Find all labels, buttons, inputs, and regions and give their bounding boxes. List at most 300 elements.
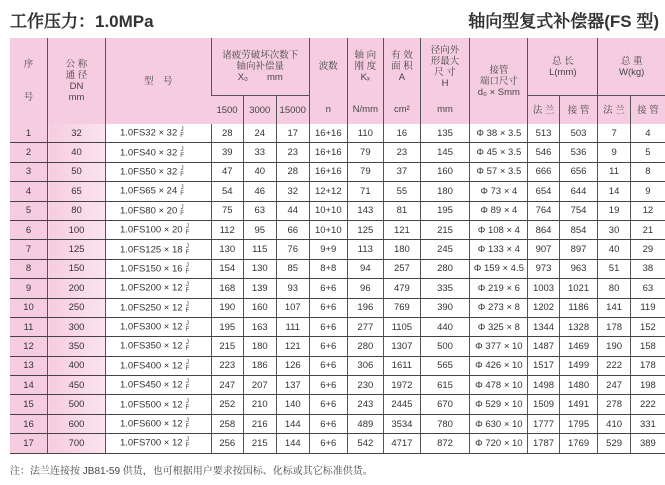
- table-cell: 963: [559, 259, 598, 278]
- connection-type-label: [180, 185, 184, 197]
- table-cell: 6+6: [310, 356, 348, 375]
- header-seq-top: 序: [23, 59, 34, 70]
- table-cell: 121: [276, 337, 310, 356]
- table-cell: 10: [10, 298, 48, 317]
- table-cell: 3534: [384, 414, 421, 433]
- model-text: 1.0FS40 × 32: [119, 147, 178, 159]
- table-cell: [105, 201, 211, 220]
- table-cell: 80: [48, 201, 106, 220]
- f-label: F: [180, 191, 184, 198]
- table-cell: 135: [420, 124, 470, 143]
- table-cell: 145: [420, 143, 470, 162]
- table-cell: 245: [420, 240, 470, 259]
- header-compensation: 诸疲劳破坏次数下 轴向补偿量 X₀ mm: [211, 38, 309, 96]
- model-text: 1.0FS50 × 32: [119, 166, 178, 178]
- table-row: [10, 376, 665, 395]
- table-cell: 54: [211, 182, 243, 201]
- table-row: [10, 434, 665, 453]
- table-cell: 13: [10, 356, 48, 375]
- f-label: F: [180, 171, 184, 178]
- f-label: F: [185, 443, 190, 450]
- table-row: [10, 356, 665, 375]
- table-cell: Φ 108 × 4: [470, 220, 528, 239]
- table-cell: 55: [384, 182, 421, 201]
- table-cell: 76: [276, 240, 310, 259]
- table-cell: 9: [630, 182, 665, 201]
- header-weight-flange: 法 兰: [598, 96, 630, 125]
- table-cell: [105, 376, 211, 395]
- table-cell: [105, 356, 211, 375]
- table-cell: [105, 395, 211, 414]
- table-cell: 15: [10, 395, 48, 414]
- table-cell: 6+6: [310, 395, 348, 414]
- table-cell: 410: [598, 414, 630, 433]
- header-waves: 波数: [310, 38, 348, 96]
- table-cell: 7: [10, 240, 48, 259]
- table-cell: 80: [598, 279, 630, 298]
- table-cell: 9: [598, 143, 630, 162]
- table-cell: 141: [598, 298, 630, 317]
- table-cell: 1795: [559, 414, 598, 433]
- table-cell: 1498: [528, 376, 559, 395]
- table-cell: 16+16: [310, 124, 348, 143]
- table-row: [10, 124, 665, 143]
- f-label: F: [185, 230, 190, 237]
- table-cell: 40: [48, 143, 106, 162]
- table-cell: 600: [48, 414, 106, 433]
- header-dn: 公 称 通 径 DN mm: [48, 38, 106, 124]
- table-cell: 222: [630, 395, 665, 414]
- table-cell: 16: [384, 124, 421, 143]
- table-cell: 654: [528, 182, 559, 201]
- table-cell: 24: [244, 124, 276, 143]
- table-row: [10, 201, 665, 220]
- table-cell: 112: [211, 220, 243, 239]
- j-label: J: [185, 321, 189, 328]
- table-cell: 37: [384, 162, 421, 181]
- header-pipe: 接管 端口尺寸 d₀ × Smm: [470, 38, 528, 124]
- table-cell: 12+12: [310, 182, 348, 201]
- table-cell: 12: [630, 201, 665, 220]
- connection-type-label: [186, 321, 190, 333]
- table-cell: 180: [244, 337, 276, 356]
- table-row: [10, 337, 665, 356]
- model-text: 1.0FS125 × 18: [119, 244, 183, 256]
- table-cell: 256: [211, 434, 243, 453]
- header-stiffness: 轴 向 刚 度 Kₓ: [347, 38, 384, 96]
- table-cell: 71: [347, 182, 384, 201]
- table-cell: 32: [276, 182, 310, 201]
- table-cell: 215: [211, 337, 243, 356]
- table-cell: 656: [559, 162, 598, 181]
- table-cell: 1: [10, 124, 48, 143]
- table-cell: 542: [347, 434, 384, 453]
- table-cell: 1491: [559, 395, 598, 414]
- table-cell: 500: [420, 337, 470, 356]
- table-cell: 529: [598, 434, 630, 453]
- table-cell: 247: [598, 376, 630, 395]
- table-cell: 4717: [384, 434, 421, 453]
- table-cell: 47: [211, 162, 243, 181]
- table-cell: 536: [559, 143, 598, 162]
- f-label: F: [185, 268, 190, 275]
- table-cell: 95: [244, 220, 276, 239]
- table-cell: Φ 57 × 3.5: [470, 162, 528, 181]
- table-row: [10, 143, 665, 162]
- f-label: F: [180, 210, 184, 217]
- table-cell: 79: [347, 162, 384, 181]
- table-cell: 150: [48, 259, 106, 278]
- table-cell: 51: [598, 259, 630, 278]
- connection-type-label: [180, 205, 184, 217]
- header-seq-bottom: 号: [23, 92, 34, 103]
- table-cell: 163: [244, 317, 276, 336]
- table-cell: 754: [559, 201, 598, 220]
- table-cell: Φ 325 × 8: [470, 317, 528, 336]
- table-cell: [105, 317, 211, 336]
- model-text: 1.0FS700 × 12: [119, 437, 183, 449]
- table-cell: 700: [48, 434, 106, 453]
- header-model: 型 号: [105, 38, 211, 124]
- model-text: 1.0FS400 × 12: [119, 360, 183, 372]
- table-cell: 450: [48, 376, 106, 395]
- table-row: [10, 279, 665, 298]
- table-cell: 50: [48, 162, 106, 181]
- table-cell: 350: [48, 337, 106, 356]
- j-label: J: [185, 224, 189, 231]
- table-cell: 864: [528, 220, 559, 239]
- table-cell: 1105: [384, 317, 421, 336]
- j-label: J: [180, 146, 184, 153]
- table-cell: 854: [559, 220, 598, 239]
- table-cell: 278: [598, 395, 630, 414]
- j-label: J: [180, 127, 184, 134]
- table-row: [10, 317, 665, 336]
- table-cell: 143: [347, 201, 384, 220]
- table-cell: Φ 159 × 4.5: [470, 259, 528, 278]
- table-cell: 66: [276, 220, 310, 239]
- table-row: [10, 298, 665, 317]
- f-label: F: [185, 404, 190, 411]
- table-cell: 6+6: [310, 317, 348, 336]
- table-cell: 500: [48, 395, 106, 414]
- table-cell: 513: [528, 124, 559, 143]
- table-cell: 479: [384, 279, 421, 298]
- table-cell: 144: [276, 434, 310, 453]
- table-cell: 11: [10, 317, 48, 336]
- table-cell: 6+6: [310, 414, 348, 433]
- header-h-unit: mm: [420, 96, 470, 125]
- model-text: 1.0FS80 × 20: [119, 205, 178, 217]
- model-text: 1.0FS350 × 12: [119, 341, 183, 352]
- j-label: J: [185, 243, 189, 250]
- table-cell: 223: [211, 356, 243, 375]
- f-label: F: [185, 346, 190, 353]
- header-length: 总 长 L(mm): [528, 38, 598, 96]
- table-cell: [105, 143, 211, 162]
- connection-type-label: [180, 147, 184, 159]
- table-cell: 2445: [384, 395, 421, 414]
- table-cell: 6+6: [310, 376, 348, 395]
- connection-type-label: [180, 127, 184, 139]
- table-cell: Φ 478 × 10: [470, 376, 528, 395]
- table-cell: 19: [598, 201, 630, 220]
- table-cell: 126: [276, 356, 310, 375]
- table-cell: 258: [211, 414, 243, 433]
- table-cell: 40: [244, 162, 276, 181]
- table-cell: 1509: [528, 395, 559, 414]
- table-cell: 4: [630, 124, 665, 143]
- table-cell: 180: [384, 240, 421, 259]
- table-cell: Φ 45 × 3.5: [470, 143, 528, 162]
- table-cell: 5: [630, 143, 665, 162]
- table-cell: 6+6: [310, 298, 348, 317]
- table-cell: 440: [420, 317, 470, 336]
- table-cell: 32: [48, 124, 106, 143]
- table-cell: 100: [48, 220, 106, 239]
- table-cell: 195: [420, 201, 470, 220]
- table-cell: 250: [48, 298, 106, 317]
- model-text: 1.0FS100 × 20: [119, 224, 183, 236]
- j-label: J: [185, 418, 189, 425]
- table-cell: 331: [630, 414, 665, 433]
- connection-type-label: [186, 379, 190, 391]
- table-cell: 1611: [384, 356, 421, 375]
- table-cell: 252: [211, 395, 243, 414]
- table-cell: 670: [420, 395, 470, 414]
- table-row: [10, 182, 665, 201]
- table-cell: Φ 73 × 4: [470, 182, 528, 201]
- table-cell: 1787: [528, 434, 559, 453]
- table-row: [10, 220, 665, 239]
- table-cell: 615: [420, 376, 470, 395]
- table-cell: 6+6: [310, 279, 348, 298]
- table-cell: 30: [598, 220, 630, 239]
- table-cell: 40: [598, 240, 630, 259]
- header-waves-unit: n: [310, 96, 348, 125]
- table-cell: 14: [598, 182, 630, 201]
- table-cell: 1769: [559, 434, 598, 453]
- header-area-unit: cm²: [384, 96, 421, 125]
- table-cell: 1517: [528, 356, 559, 375]
- table-cell: 280: [420, 259, 470, 278]
- f-label: F: [180, 133, 184, 140]
- f-label: F: [185, 249, 190, 256]
- table-cell: 1480: [559, 376, 598, 395]
- table-cell: 1972: [384, 376, 421, 395]
- table-cell: 96: [347, 279, 384, 298]
- table-cell: 897: [559, 240, 598, 259]
- table-cell: 247: [211, 376, 243, 395]
- table-cell: 257: [384, 259, 421, 278]
- table-cell: 93: [276, 279, 310, 298]
- table-cell: [105, 240, 211, 259]
- header-seq: [10, 38, 48, 124]
- table-cell: 400: [48, 356, 106, 375]
- j-label: J: [180, 165, 184, 172]
- header-length-pipe: 接 管: [559, 96, 598, 125]
- table-cell: 63: [244, 201, 276, 220]
- j-label: J: [185, 340, 189, 347]
- table-cell: 46: [244, 182, 276, 201]
- table-cell: 780: [420, 414, 470, 433]
- spec-table: [10, 38, 665, 454]
- table-cell: 195: [211, 317, 243, 336]
- table-cell: [105, 434, 211, 453]
- table-cell: 81: [384, 201, 421, 220]
- table-cell: 769: [384, 298, 421, 317]
- connection-type-label: [186, 263, 190, 275]
- table-cell: [105, 337, 211, 356]
- table-cell: 12: [10, 337, 48, 356]
- f-label: F: [185, 288, 190, 295]
- table-cell: 2: [10, 143, 48, 162]
- table-cell: 79: [347, 143, 384, 162]
- table-cell: 277: [347, 317, 384, 336]
- model-text: 1.0FS500 × 12: [119, 399, 183, 411]
- table-cell: Φ 273 × 8: [470, 298, 528, 317]
- table-cell: 6+6: [310, 434, 348, 453]
- table-cell: 7: [598, 124, 630, 143]
- table-row: [10, 240, 665, 259]
- table-cell: 144: [276, 414, 310, 433]
- table-cell: 94: [347, 259, 384, 278]
- table-cell: [105, 279, 211, 298]
- f-label: F: [185, 365, 190, 372]
- table-cell: 390: [420, 298, 470, 317]
- f-label: F: [185, 307, 190, 314]
- table-cell: 4: [10, 182, 48, 201]
- table-cell: 110: [347, 124, 384, 143]
- table-cell: 16+16: [310, 143, 348, 162]
- table-cell: 546: [528, 143, 559, 162]
- product-title: 轴向型复式补偿器(FS 型): [468, 12, 659, 31]
- table-cell: 335: [420, 279, 470, 298]
- j-label: J: [185, 398, 189, 405]
- f-label: F: [180, 152, 184, 159]
- table-cell: 178: [598, 317, 630, 336]
- connection-type-label: [186, 282, 190, 294]
- model-text: 1.0FS32 × 32: [119, 127, 178, 139]
- table-cell: 503: [559, 124, 598, 143]
- table-cell: 33: [244, 143, 276, 162]
- header-1500: 1500: [211, 96, 243, 125]
- table-cell: 1307: [384, 337, 421, 356]
- model-text: 1.0FS250 × 12: [119, 302, 183, 314]
- table-cell: 1021: [559, 279, 598, 298]
- table-cell: 190: [211, 298, 243, 317]
- table-cell: Φ 89 × 4: [470, 201, 528, 220]
- j-label: J: [185, 359, 189, 366]
- table-row: [10, 414, 665, 433]
- table-cell: [105, 162, 211, 181]
- connection-type-label: [186, 418, 190, 430]
- table-cell: Φ 720 × 10: [470, 434, 528, 453]
- header-stiff-unit: N/mm: [347, 96, 384, 125]
- table-cell: 196: [347, 298, 384, 317]
- table-cell: Φ 630 × 10: [470, 414, 528, 433]
- table-cell: 113: [347, 240, 384, 259]
- table-cell: 115: [244, 240, 276, 259]
- table-cell: 565: [420, 356, 470, 375]
- connection-type-label: [186, 340, 190, 352]
- table-cell: 306: [347, 356, 384, 375]
- header-3000: 3000: [244, 96, 276, 125]
- table-cell: 200: [48, 279, 106, 298]
- table-cell: 1186: [559, 298, 598, 317]
- f-label: F: [185, 424, 190, 431]
- table-cell: [105, 414, 211, 433]
- f-label: F: [185, 385, 190, 392]
- table-cell: [105, 220, 211, 239]
- table-cell: 8: [630, 162, 665, 181]
- j-label: J: [185, 437, 189, 444]
- table-cell: 1003: [528, 279, 559, 298]
- connection-type-label: [186, 224, 190, 236]
- table-cell: 222: [598, 356, 630, 375]
- table-cell: 39: [211, 143, 243, 162]
- connection-type-label: [186, 302, 190, 314]
- table-cell: 489: [347, 414, 384, 433]
- table-cell: 215: [420, 220, 470, 239]
- table-cell: [105, 182, 211, 201]
- model-text: 1.0FS450 × 12: [119, 379, 183, 391]
- connection-type-label: [186, 437, 190, 449]
- table-cell: 644: [559, 182, 598, 201]
- table-cell: 8: [10, 259, 48, 278]
- table-cell: 17: [10, 434, 48, 453]
- connection-type-label: [180, 166, 184, 178]
- table-cell: 1777: [528, 414, 559, 433]
- connection-type-label: [186, 244, 190, 256]
- table-cell: 9: [10, 279, 48, 298]
- model-text: 1.0FS300 × 12: [119, 321, 183, 333]
- table-cell: 14: [10, 376, 48, 395]
- table-cell: 3: [10, 162, 48, 181]
- table-cell: 216: [244, 414, 276, 433]
- table-cell: 17: [276, 124, 310, 143]
- table-cell: 28: [276, 162, 310, 181]
- table-cell: 1202: [528, 298, 559, 317]
- j-label: J: [185, 282, 189, 289]
- model-text: 1.0FS600 × 12: [119, 418, 183, 430]
- table-cell: Φ 133 × 4: [470, 240, 528, 259]
- table-cell: 168: [211, 279, 243, 298]
- table-cell: 125: [48, 240, 106, 259]
- table-cell: 180: [420, 182, 470, 201]
- table-cell: 10+10: [310, 201, 348, 220]
- table-cell: [105, 298, 211, 317]
- j-label: J: [185, 301, 189, 308]
- table-cell: 44: [276, 201, 310, 220]
- table-cell: 210: [244, 395, 276, 414]
- table-cell: 973: [528, 259, 559, 278]
- table-cell: 5: [10, 201, 48, 220]
- table-cell: Φ 426 × 10: [470, 356, 528, 375]
- table-cell: 666: [528, 162, 559, 181]
- table-cell: 121: [384, 220, 421, 239]
- table-cell: 207: [244, 376, 276, 395]
- table-cell: 1328: [559, 317, 598, 336]
- j-label: J: [180, 185, 184, 192]
- table-cell: 63: [630, 279, 665, 298]
- table-cell: 178: [630, 356, 665, 375]
- table-cell: 160: [420, 162, 470, 181]
- table-cell: [105, 259, 211, 278]
- table-cell: 139: [244, 279, 276, 298]
- table-cell: Φ 219 × 6: [470, 279, 528, 298]
- table-row: [10, 395, 665, 414]
